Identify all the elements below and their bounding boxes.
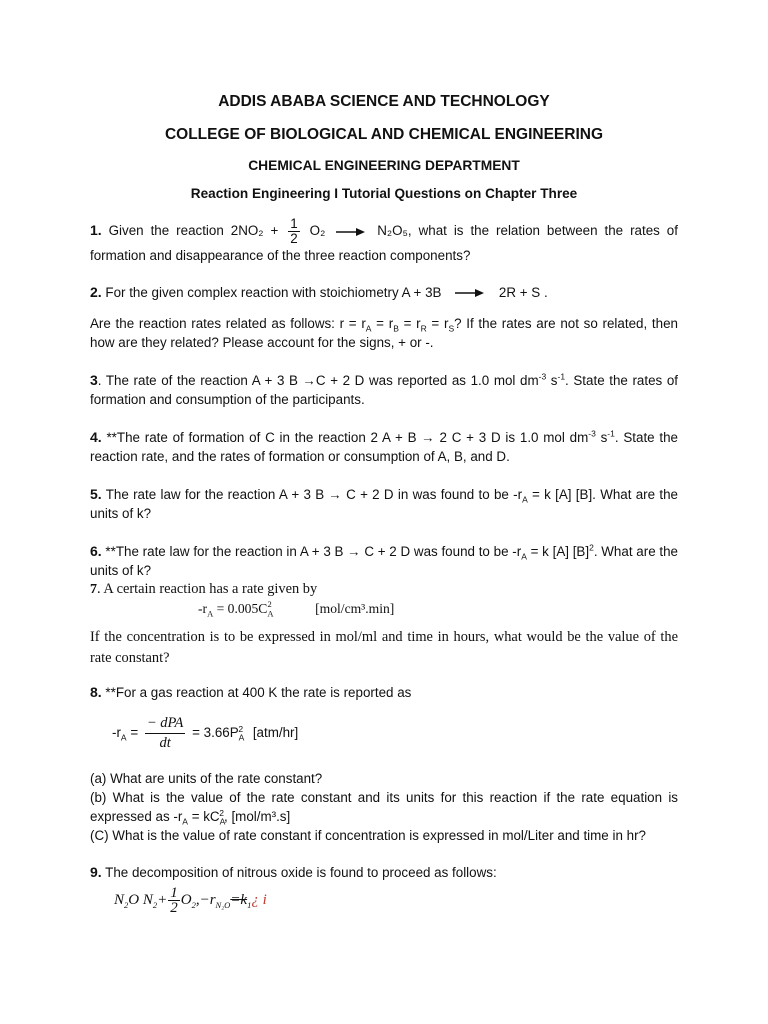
subscript: 1 bbox=[247, 899, 252, 910]
superscript: -1 bbox=[557, 371, 566, 382]
subscript: A bbox=[521, 551, 527, 562]
subscript: A bbox=[238, 732, 245, 743]
subscript: A bbox=[267, 608, 274, 619]
superscript: 2 bbox=[267, 599, 272, 610]
question-8c: (C) What is the value of rate constant if concentration is expressed in mol/Liter and time in hr? bbox=[90, 828, 646, 843]
question-3 bbox=[90, 371, 678, 409]
superscript: 2 bbox=[589, 542, 594, 553]
question-number: 4. bbox=[90, 429, 102, 445]
equation-part: -r bbox=[112, 725, 121, 741]
equation-units: [mol/cm³.min] bbox=[315, 601, 395, 616]
question-number: 9. bbox=[90, 864, 102, 880]
subscript: S bbox=[448, 323, 455, 334]
rate-equation-8 bbox=[90, 714, 678, 753]
question-number: 6. bbox=[90, 543, 102, 559]
right-arrow-icon bbox=[336, 227, 366, 237]
subscript: A bbox=[522, 494, 528, 505]
question-text: **For a gas reaction at 400 K the rate is reported as bbox=[101, 685, 412, 700]
fraction bbox=[288, 217, 299, 246]
equation-part: = bbox=[126, 725, 139, 741]
question-number: 8. bbox=[90, 684, 102, 700]
subscript: B bbox=[393, 323, 399, 334]
university-heading: ADDIS ABABA SCIENCE AND TECHNOLOGY bbox=[218, 93, 550, 110]
equation-error-mark: ¿ i bbox=[251, 891, 267, 908]
question-7 bbox=[90, 580, 678, 599]
equation-part: O N bbox=[128, 891, 153, 908]
subscript: A bbox=[207, 608, 214, 619]
question-text: Are the reaction rates related as follows: r = r bbox=[90, 316, 366, 331]
question-text: (b) What is the value of the rate constant and its units for this reaction if the rate equation is expressed as -r bbox=[90, 790, 678, 824]
question-text: For the given complex reaction with stoichiometry A + 3B bbox=[101, 285, 442, 300]
question-8 bbox=[90, 683, 678, 702]
subscript: R bbox=[420, 323, 427, 334]
superscript: 2 bbox=[238, 723, 244, 734]
equation-part: -r bbox=[198, 601, 208, 616]
question-9 bbox=[90, 863, 678, 882]
question-text: . What are the units of k? bbox=[90, 544, 678, 578]
question-text: . State the rates of formation and consumption of the participants. bbox=[90, 373, 679, 407]
question-number: 1. bbox=[90, 222, 102, 239]
question-text: The decomposition of nitrous oxide is found to proceed as follows: bbox=[101, 865, 497, 880]
question-text: **The rate law for the reaction in A + 3 B → C + 2 D was found to be -r bbox=[101, 544, 522, 559]
equation-part: O bbox=[180, 891, 192, 908]
question-text: Given the reaction 2NO₂ + bbox=[101, 223, 279, 239]
question-5 bbox=[90, 485, 678, 523]
question-number: 2. bbox=[90, 284, 102, 300]
question-2 bbox=[90, 283, 678, 302]
subscript: 2 bbox=[191, 899, 196, 910]
question-1 bbox=[90, 217, 678, 265]
question-text: s bbox=[595, 430, 608, 445]
subscript: N₂O bbox=[215, 899, 231, 910]
question-8a: (a) What are units of the rate constant? bbox=[90, 771, 323, 786]
fraction bbox=[145, 714, 186, 753]
equation-part: =k bbox=[230, 891, 248, 908]
subscript: 2 bbox=[152, 899, 158, 910]
department-heading: CHEMICAL ENGINEERING DEPARTMENT bbox=[248, 158, 520, 173]
superscript: -3 bbox=[588, 428, 596, 439]
fraction-denominator: dt bbox=[159, 735, 171, 751]
question-text: . The rate of the reaction A + 3 B →C + 2 D was reported as 1.0 mol dm bbox=[97, 373, 539, 388]
equation-units: [atm/hr] bbox=[252, 725, 299, 741]
equation-part: + bbox=[157, 891, 168, 908]
question-text: , [mol/m³.s] bbox=[224, 809, 291, 824]
question-8b bbox=[90, 788, 678, 826]
subscript: A bbox=[182, 816, 188, 827]
fraction bbox=[168, 886, 180, 915]
fraction-denominator: 2 bbox=[170, 900, 178, 916]
subscript: 2 bbox=[124, 899, 129, 910]
question-text: s bbox=[546, 373, 558, 388]
document-page bbox=[90, 92, 678, 915]
superscript: 2 bbox=[219, 807, 225, 818]
question-text: N₂O₅, what is the relation between the rates of formation and disappearance of the three reaction components? bbox=[90, 223, 678, 263]
question-2-paragraph bbox=[90, 314, 678, 352]
question-text: = r bbox=[426, 316, 449, 331]
right-arrow-icon bbox=[455, 288, 485, 298]
fraction-numerator: − dPA bbox=[145, 714, 186, 734]
decomposition-equation bbox=[90, 886, 678, 915]
question-text: 2R + S . bbox=[498, 285, 548, 300]
subscript: A bbox=[120, 732, 127, 743]
rate-equation-7 bbox=[90, 599, 678, 618]
question-text: . A certain reaction has a rate given by bbox=[97, 581, 318, 597]
question-7-paragraph: If the concentration is to be expressed in mol/ml and time in hours, what would be the value of the rate constant? bbox=[90, 629, 678, 666]
question-number: 7 bbox=[90, 582, 97, 597]
question-text: = r bbox=[398, 316, 421, 331]
question-text: O₂ bbox=[309, 223, 326, 239]
question-4 bbox=[90, 428, 678, 466]
superscript: -1 bbox=[607, 428, 615, 439]
fraction-denominator: 2 bbox=[290, 231, 298, 246]
question-number: 5. bbox=[90, 486, 102, 502]
fraction-numerator: 1 bbox=[290, 216, 298, 231]
question-text: = kC bbox=[187, 809, 220, 824]
subscript: A bbox=[365, 323, 372, 334]
question-6 bbox=[90, 542, 678, 580]
question-text: ? If the rates are not so related, then how are they related? Please account for the signs, + or -. bbox=[90, 316, 678, 350]
question-number: 3 bbox=[90, 372, 98, 388]
equation-part: ,−r bbox=[195, 891, 216, 908]
question-text: = k [A] [B]. What are the units of k? bbox=[90, 487, 678, 521]
college-heading: COLLEGE OF BIOLOGICAL AND CHEMICAL ENGINEERING bbox=[164, 126, 604, 143]
question-text: = r bbox=[371, 316, 394, 331]
subscript: A bbox=[219, 816, 226, 827]
document-title: Reaction Engineering I Tutorial Questions on Chapter Three bbox=[190, 186, 578, 201]
equation-part: N bbox=[114, 891, 125, 908]
fraction-numerator: 1 bbox=[170, 885, 178, 901]
superscript: -3 bbox=[538, 371, 547, 382]
question-text: The rate law for the reaction A + 3 B → C + 2 D in was found to be -r bbox=[101, 487, 523, 502]
question-text: = k [A] [B] bbox=[526, 544, 590, 559]
question-text: **The rate of formation of C in the reaction 2 A + B → 2 C + 3 D is 1.0 mol dm bbox=[101, 430, 589, 445]
equation-part: = 3.66P bbox=[192, 725, 239, 741]
question-text: . State the reaction rate, and the rates of formation or consumption of A, B, and D. bbox=[90, 430, 679, 464]
equation-part: = 0.005C bbox=[213, 601, 268, 616]
